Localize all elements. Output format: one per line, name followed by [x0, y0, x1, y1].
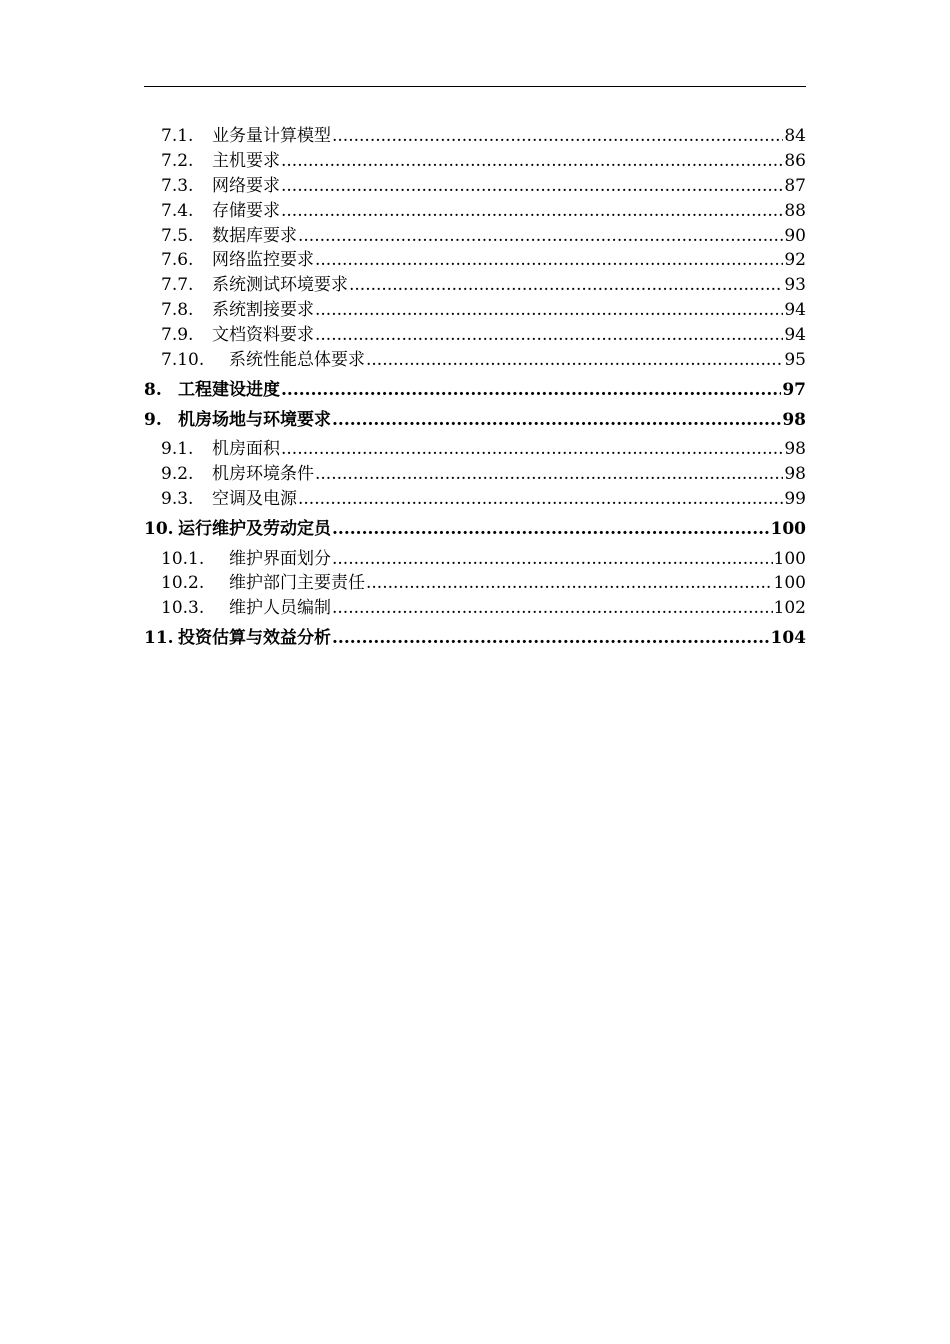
toc-dot-leader	[298, 224, 783, 249]
toc-entry-number: 9.1.	[161, 439, 194, 460]
toc-entry[interactable]	[144, 462, 806, 487]
toc-dot-leader	[366, 571, 773, 596]
toc-dot-leader	[349, 273, 783, 298]
toc-entry[interactable]	[144, 378, 806, 403]
toc-dot-leader	[332, 626, 770, 651]
toc-entry-title: 系统割接要求	[212, 300, 314, 321]
toc-dot-leader	[332, 547, 773, 572]
toc-dot-leader	[315, 323, 783, 348]
toc-entry[interactable]	[144, 124, 806, 149]
toc-entry[interactable]	[144, 248, 806, 273]
header-rule	[144, 86, 806, 87]
toc-entry-title: 存储要求	[212, 200, 280, 221]
toc-entry-title: 网络要求	[212, 175, 280, 196]
toc-entry-page-number: 98	[784, 439, 806, 460]
toc-entry-page-number: 104	[770, 628, 806, 649]
toc-entry[interactable]	[144, 571, 806, 596]
toc-dot-leader	[281, 378, 781, 403]
toc-entry[interactable]	[144, 174, 806, 199]
toc-entry-page-number: 86	[784, 150, 806, 171]
toc-dot-leader	[332, 408, 781, 433]
toc-entry[interactable]	[144, 273, 806, 298]
toc-entry-title: 系统性能总体要求	[229, 350, 365, 371]
toc-entry-page-number: 100	[773, 573, 806, 594]
toc-entry-title: 系统测试环境要求	[212, 275, 348, 296]
toc-entry-number: 7.10.	[161, 350, 205, 371]
toc-entry[interactable]	[144, 323, 806, 348]
table-of-contents	[144, 124, 806, 656]
toc-entry-number: 9.3.	[161, 489, 194, 510]
toc-dot-leader	[332, 517, 770, 542]
toc-dot-leader	[332, 596, 773, 621]
toc-dot-leader	[366, 348, 783, 373]
toc-entry-title: 机房场地与环境要求	[178, 409, 331, 430]
toc-dot-leader	[332, 124, 783, 149]
toc-entry-title: 数据库要求	[212, 225, 297, 246]
toc-entry-number: 8.	[144, 379, 162, 400]
toc-entry[interactable]	[144, 626, 806, 651]
toc-entry-title: 业务量计算模型	[212, 126, 331, 146]
toc-dot-leader	[315, 462, 783, 487]
toc-entry[interactable]	[144, 437, 806, 462]
toc-dot-leader	[281, 437, 783, 462]
toc-entry[interactable]	[144, 487, 806, 512]
toc-entry[interactable]	[144, 149, 806, 174]
toc-entry-title: 维护界面划分	[229, 548, 331, 569]
toc-entry[interactable]	[144, 298, 806, 323]
toc-entry-page-number: 100	[770, 519, 806, 540]
toc-entry-page-number: 95	[784, 350, 806, 371]
toc-entry-number: 7.5.	[161, 225, 194, 246]
toc-entry-page-number: 97	[782, 379, 806, 400]
toc-entry-number: 10.3.	[161, 598, 205, 619]
toc-entry-page-number: 100	[773, 548, 806, 569]
toc-dot-leader	[281, 174, 783, 199]
toc-entry-title: 空调及电源	[212, 489, 297, 510]
toc-entry-page-number: 102	[773, 598, 806, 619]
toc-entry-number: 9.2.	[161, 464, 194, 485]
toc-entry-title: 投资估算与效益分析	[178, 628, 331, 649]
toc-entry-page-number: 93	[784, 275, 806, 296]
toc-entry[interactable]	[144, 517, 806, 542]
toc-entry-number: 10.	[144, 519, 174, 540]
toc-entry[interactable]	[144, 408, 806, 433]
toc-entry-title: 网络监控要求	[212, 250, 314, 271]
toc-entry-number: 7.3.	[161, 175, 194, 196]
toc-entry-title: 运行维护及劳动定员	[178, 519, 331, 540]
toc-entry-number: 7.9.	[161, 325, 194, 346]
toc-entry-number: 7.6.	[161, 250, 194, 271]
toc-entry-number: 7.1.	[161, 126, 194, 146]
toc-entry-page-number: 88	[784, 200, 806, 221]
toc-entry-number: 10.2.	[161, 573, 205, 594]
toc-entry-page-number: 92	[784, 250, 806, 271]
toc-entry-title: 主机要求	[212, 150, 280, 171]
toc-entry[interactable]	[144, 224, 806, 249]
toc-entry-number: 7.4.	[161, 200, 194, 221]
toc-entry-page-number: 94	[784, 300, 806, 321]
toc-entry-page-number: 87	[784, 175, 806, 196]
toc-entry[interactable]	[144, 348, 806, 373]
toc-dot-leader	[298, 487, 783, 512]
toc-entry-number: 7.8.	[161, 300, 194, 321]
toc-entry-title: 文档资料要求	[212, 325, 314, 346]
toc-entry-number: 11.	[144, 628, 174, 649]
toc-entry-page-number: 98	[784, 464, 806, 485]
toc-entry-title: 机房面积	[212, 439, 280, 460]
toc-entry-number: 9.	[144, 409, 162, 430]
toc-entry-page-number: 99	[784, 489, 806, 510]
toc-entry-number: 10.1.	[161, 548, 205, 569]
toc-dot-leader	[315, 298, 783, 323]
toc-entry-title: 维护人员编制	[229, 598, 331, 619]
toc-entry-page-number: 98	[782, 409, 806, 430]
toc-entry-title: 工程建设进度	[178, 379, 280, 400]
toc-entry[interactable]	[144, 596, 806, 621]
toc-entry[interactable]	[144, 199, 806, 224]
toc-entry-page-number: 84	[784, 126, 806, 146]
toc-dot-leader	[281, 149, 783, 174]
toc-dot-leader	[281, 199, 783, 224]
toc-entry-number: 7.2.	[161, 150, 194, 171]
toc-entry-page-number: 90	[784, 225, 806, 246]
toc-dot-leader	[315, 248, 783, 273]
toc-entry-title: 机房环境条件	[212, 464, 314, 485]
toc-entry[interactable]	[144, 547, 806, 572]
toc-entry-title: 维护部门主要责任	[229, 573, 365, 594]
toc-entry-number: 7.7.	[161, 275, 194, 296]
toc-entry-page-number: 94	[784, 325, 806, 346]
